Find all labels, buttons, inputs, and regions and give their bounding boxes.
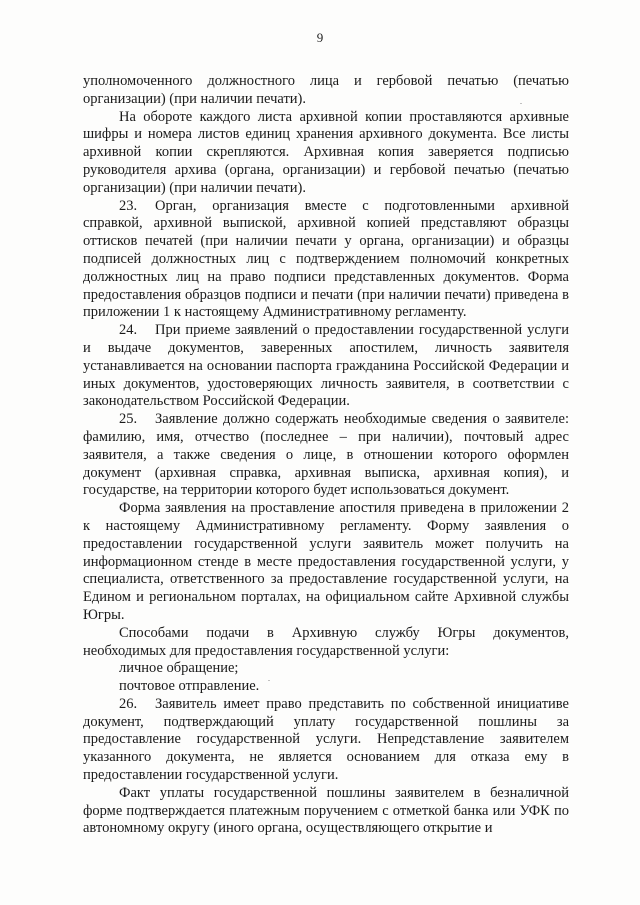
paragraph-number: 23. — [119, 197, 138, 214]
paragraph-fee-payment: Факт уплаты государственной пошлины заявителем в безналичной форме подтверждается платежным поручением с отметкой банка или УФК по автономному округу (иного органа, осуществляющего открытие и — [83, 784, 569, 837]
paragraph-text: Орган, организация вместе с подготовленными архивной справкой, архивной выпиской, архивной копией представляют образцы оттисков печатей (при наличии печати у органа, организации) и образцы подписей должностных лиц с подтверждением полномочий конкретных должностных лиц на право подписи представленных документов. Форма предоставления образцов подписи и печати (при наличии печати) приведена в приложении 1 к настоящему Административному регламенту. — [83, 197, 569, 321]
paragraph-submission-methods: Способами подачи в Архивную службу Югры документов, необходимых для предоставления государственной услуги: — [83, 624, 569, 659]
paragraph-continuation: уполномоченного должностного лица и гербовой печатью (печатью организации) (при наличии печати). — [83, 73, 569, 107]
scan-speck — [268, 680, 270, 681]
paragraph-26 — [83, 696, 569, 785]
paragraph-number: 25. — [119, 411, 138, 428]
paragraph-text: Заявитель имеет право представить по собственной инициативе документ, подтверждающий уплату государственной пошлины за предоставление государственной услуги. Непредставление заявителем указанного документа, не является основанием для отказа ему в предоставлении государственной услуги. — [83, 695, 569, 784]
paragraph-text: При приеме заявлений о предоставлении государственной услуги и выдаче документов, заверенных апостилем, личность заявителя устанавливается на основании паспорта гражданина Российской Федерации и иных документов, удостоверяющих личность заявителя, в соответствии с законодательством Российской Федерации. — [83, 322, 569, 410]
paragraph-23 — [83, 198, 569, 323]
document-body — [83, 73, 569, 838]
paragraph-24 — [83, 322, 569, 411]
list-item: личное обращение; — [119, 660, 239, 677]
paragraph-number: 26. — [119, 695, 138, 712]
paragraph-application-form: Форма заявления на проставление апостиля приведена в приложении 2 к настоящему Административному регламенту. Форму заявления о предоставлении государственной услуги заявитель может получить на информационном стенде в месте предоставления государственной услуги, у специалиста, ответственного за предоставление государственной услуги, на Едином и региональном порталах, на официальном сайте Архивной службы Югры. — [83, 500, 569, 623]
paragraph-archive-copy: На обороте каждого листа архивной копии проставляются архивные шифры и номера листов единиц хранения архивного документа. Все листы архивной копии скрепляются. Архивная копия заверяется подписью руководителя архива (органа, организации) и гербовой печатью (печатью организации) (при наличии печати). — [83, 108, 569, 196]
paragraph-number: 24. — [119, 322, 138, 339]
scan-speck — [520, 103, 522, 104]
paragraph-25 — [83, 411, 569, 500]
page-number: 9 — [316, 30, 324, 45]
paragraph-text: Заявление должно содержать необходимые сведения о заявителе: фамилию, имя, отчество (последнее – при наличии), почтовый адрес заявителя, а также сведения о лице, в отношении которого оформлен документ (архивная справка, архивная выписка, архивная копия), и государстве, на территории которого будет использоваться документ. — [83, 411, 569, 499]
list-item: почтовое отправление. — [119, 678, 260, 695]
